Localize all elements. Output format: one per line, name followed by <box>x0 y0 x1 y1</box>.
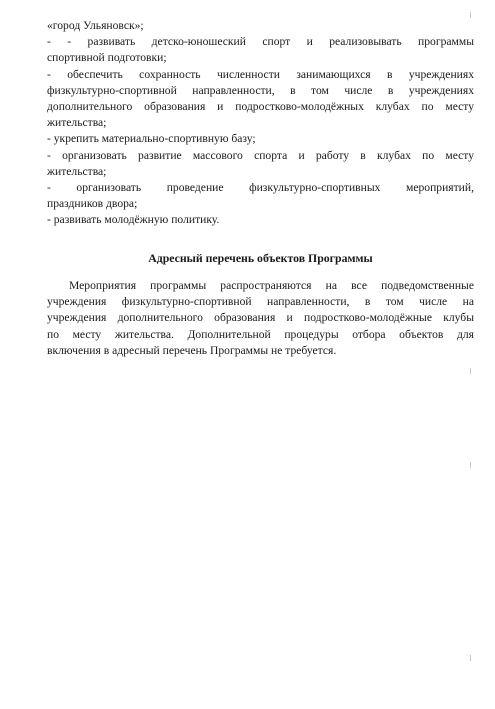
list-line-9: - организовать развитие массового спорта и работу в клубах по месту <box>47 148 474 162</box>
list-line-2: - - развивать детско-юношеский спорт и реализовывать программы <box>47 35 474 49</box>
scan-speck <box>470 462 471 468</box>
list-line-1: «город Ульяновск»; <box>47 19 144 32</box>
list-line-4: - обеспечить сохранность численности занимающихся в учреждениях <box>47 67 474 81</box>
paragraph-line-5: включения в адресный перечень Программы не требуется. <box>47 343 337 357</box>
list-line-8: - укрепить материально-спортивную базу; <box>47 132 256 146</box>
list-line-6: дополнительного образования и подростково-молодёжных клубах по месту <box>47 100 474 114</box>
list-line-7: жительства; <box>47 116 107 130</box>
paragraph-line-4: по месту жительства. Дополнительной процедуры отбора объектов для <box>47 327 474 341</box>
paragraph-line-2: учреждения физкультурно-спортивной направленности, в том числе на <box>47 295 474 309</box>
list-line-3: спортивной подготовки; <box>47 51 167 65</box>
scan-speck <box>470 12 471 18</box>
section-heading: Адресный перечень объектов Программы <box>148 251 373 265</box>
goals-list <box>47 18 474 229</box>
scan-speck <box>470 655 471 661</box>
list-line-13: - развивать молодёжную политику. <box>47 213 220 227</box>
scan-speck <box>470 368 471 374</box>
section-paragraph <box>47 278 474 359</box>
paragraph-line-3: учреждения дополнительного образования и подростково-молодёжные клубы <box>47 311 474 325</box>
list-line-11: - организовать проведение физкультурно-спортивных мероприятий, <box>47 181 474 195</box>
paragraph-line-1: Мероприятия программы распространяются на все подведомственные <box>69 279 474 292</box>
list-line-10: жительства; <box>47 164 107 178</box>
list-line-5: физкультурно-спортивной направленности, в том числе в учреждениях <box>47 83 474 97</box>
list-line-12: праздников двора; <box>47 197 138 211</box>
